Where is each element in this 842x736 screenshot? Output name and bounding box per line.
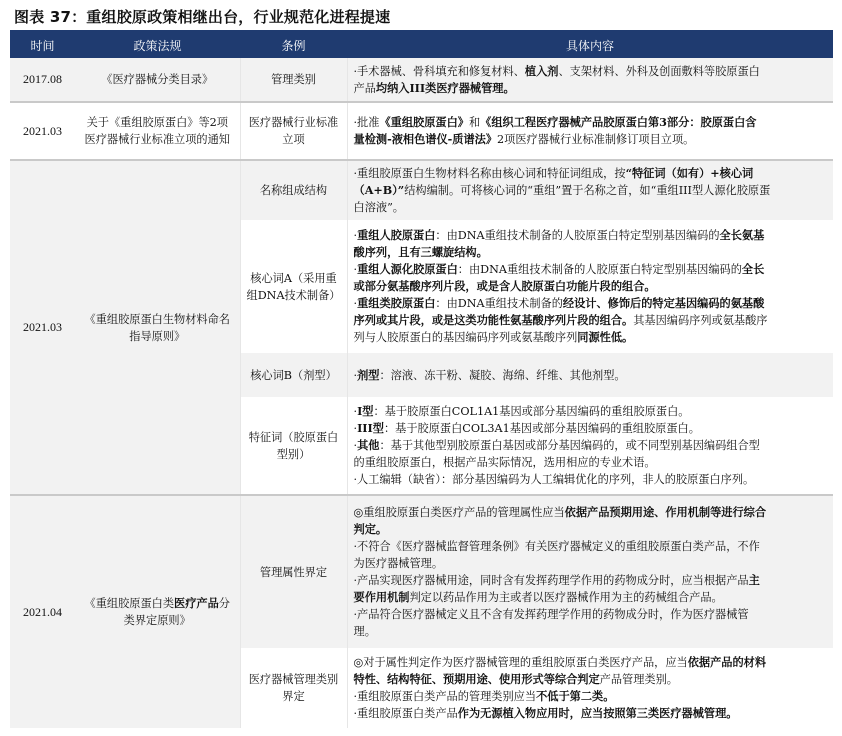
content-line: ·重组胶原蛋白类产品的管理类别应当不低于第二类。 — [353, 689, 615, 703]
content-line: 序列或其片段，或是这类功能性氨基酸序列片段的组合。其基因编码序列或氨基酸序 — [353, 313, 768, 327]
content-line: 列与人胶原蛋白的基因编码序列或氨基酸序列同源性低。 — [353, 330, 634, 344]
row-clause: 特征词（胶原蛋白型别） — [240, 397, 347, 495]
row-content — [347, 160, 833, 220]
content-line: 特性、结构特征、预期用途、使用形式等综合判定产品管理类别。 — [353, 672, 678, 686]
row-clause: 名称组成结构 — [240, 160, 347, 220]
header-time: 时间 — [10, 32, 75, 58]
row-content — [347, 648, 833, 728]
row-date: 2021.03 — [10, 102, 75, 160]
content-line: ·重组人源化胶原蛋白：由DNA重组技术制备的人胶原蛋白特定型别基因编码的全长 — [353, 262, 765, 276]
content-line: 量检测-液相色谱仪-质谱法》2项医疗器械行业标准制修订项目立项。 — [353, 132, 695, 146]
content-line: 产品均纳入III类医疗器械管理。 — [353, 80, 515, 95]
content-line: ·手术器械、骨科填充和修复材料、植入剂、支架材料、外科及创面敷料等胶原蛋白 — [353, 63, 760, 78]
row-content — [347, 102, 833, 160]
figure-title: 图表 37：重组胶原政策相继出台，行业规范化进程提速 — [14, 8, 391, 26]
content-line: ·I型：基于胶原蛋白COL1A1基因或部分基因编码的重组胶原蛋白。 — [353, 404, 690, 418]
row-clause: 管理类别 — [240, 58, 347, 102]
content-line: ·不符合《医疗器械监督管理条例》有关医疗器械定义的重组胶原蛋白类产品，不作 — [353, 540, 760, 553]
content-line: 要作用机制判定以药品作用为主或者以医疗器械作用为主的药械组合产品。 — [353, 590, 723, 604]
content-line: ·重组人胶原蛋白：由DNA重组技术制备的人胶原蛋白特定型别基因编码的全长氨基 — [353, 228, 765, 242]
row-content — [347, 495, 833, 648]
table-row — [10, 58, 833, 102]
row-clause: 核心词B（剂型） — [240, 353, 347, 397]
content-line: ·重组胶原蛋白类产品作为无源植入物应用时，应当按照第三类医疗器械管理。 — [353, 706, 738, 720]
content-line: ·人工编辑（缺省）：部分基因编码为人工编辑优化的序列，非人的胶原蛋白序列。 — [353, 473, 755, 486]
content-line: 酸序列，且有三螺旋结构。 — [353, 245, 488, 259]
row-content — [347, 58, 833, 102]
content-line: （A+B）”结构编制。可将核心词的“重组”置于名称之首，如“重组III型人源化胶原蛋 — [353, 183, 771, 197]
content-line: ·产品实现医疗器械用途，同时含有发挥药理学作用的药物成分时，应当根据产品主 — [353, 573, 760, 587]
table-row — [10, 102, 833, 160]
content-line: ◎重组胶原蛋白类医疗产品的管理属性应当依据产品预期用途、作用机制等进行综合 — [353, 505, 767, 519]
header-policy: 政策法规 — [75, 32, 240, 58]
table-row — [10, 495, 833, 648]
table-header-row — [10, 32, 833, 58]
content-line: ◎对于属性判定作为医疗器械管理的重组胶原蛋白类医疗产品，应当依据产品的材料 — [353, 655, 767, 669]
row-clause: 医疗器械行业标准立项 — [240, 102, 347, 160]
row-policy: 《重组胶原蛋白类医疗产品分类界定原则》 — [75, 495, 240, 728]
content-line: ·产品符合医疗器械定义且不含有发挥药理学作用的药物成分时，作为医疗器械管 — [353, 608, 749, 621]
row-policy: 《医疗器械分类目录》 — [75, 58, 240, 102]
row-clause: 管理属性界定 — [240, 495, 347, 648]
content-line: 为医疗器械管理。 — [353, 557, 444, 570]
row-content — [347, 220, 833, 353]
content-line: ·重组类胶原蛋白：由DNA重组技术制备的经设计、修饰后的特定基因编码的氨基酸 — [353, 296, 765, 310]
content-line: ·剂型：溶液、冻干粉、凝胶、海绵、纤维、其他剂型。 — [353, 367, 626, 382]
row-clause: 核心词A（采用重组DNA技术制备） — [240, 220, 347, 353]
content-line: ·重组胶原蛋白生物材料名称由核心词和特征词组成，按“特征词（如有）+核心词 — [353, 166, 754, 180]
header-content: 具体内容 — [347, 32, 833, 58]
content-line: ·III型：基于胶原蛋白COL3A1基因或部分基因编码的重组胶原蛋白。 — [353, 421, 700, 435]
content-line: ·批准《重组胶原蛋白》和《组织工程医疗器械产品胶原蛋白第3部分：胶原蛋白含 — [353, 115, 757, 129]
content-line: 白溶液”。 — [353, 201, 404, 214]
content-line: 理。 — [353, 625, 376, 638]
content-line: 的重组胶原蛋白，根据产品实际情况，选用相应的专业术语。 — [353, 456, 656, 469]
content-line: 或部分氨基酸序列片段，或是含人胶原蛋白功能片段的组合。 — [353, 279, 656, 293]
row-content — [347, 353, 833, 397]
row-policy: 《重组胶原蛋白生物材料命名指导原则》 — [75, 160, 240, 495]
table-row — [10, 160, 833, 220]
policy-table — [10, 32, 833, 728]
row-content — [347, 397, 833, 495]
content-line: 判定。 — [353, 522, 388, 536]
header-clause: 条例 — [240, 32, 347, 58]
row-date: 2021.03 — [10, 160, 75, 495]
row-date: 2021.04 — [10, 495, 75, 728]
row-policy: 关于《重组胶原蛋白》等2项医疗器械行业标准立项的通知 — [75, 102, 240, 160]
row-date: 2017.08 — [10, 58, 75, 102]
content-line: ·其他：基于其他型别胶原蛋白基因或部分基因编码的，或不同型别基因编码组合型 — [353, 438, 760, 452]
row-clause: 医疗器械管理类别界定 — [240, 648, 347, 728]
